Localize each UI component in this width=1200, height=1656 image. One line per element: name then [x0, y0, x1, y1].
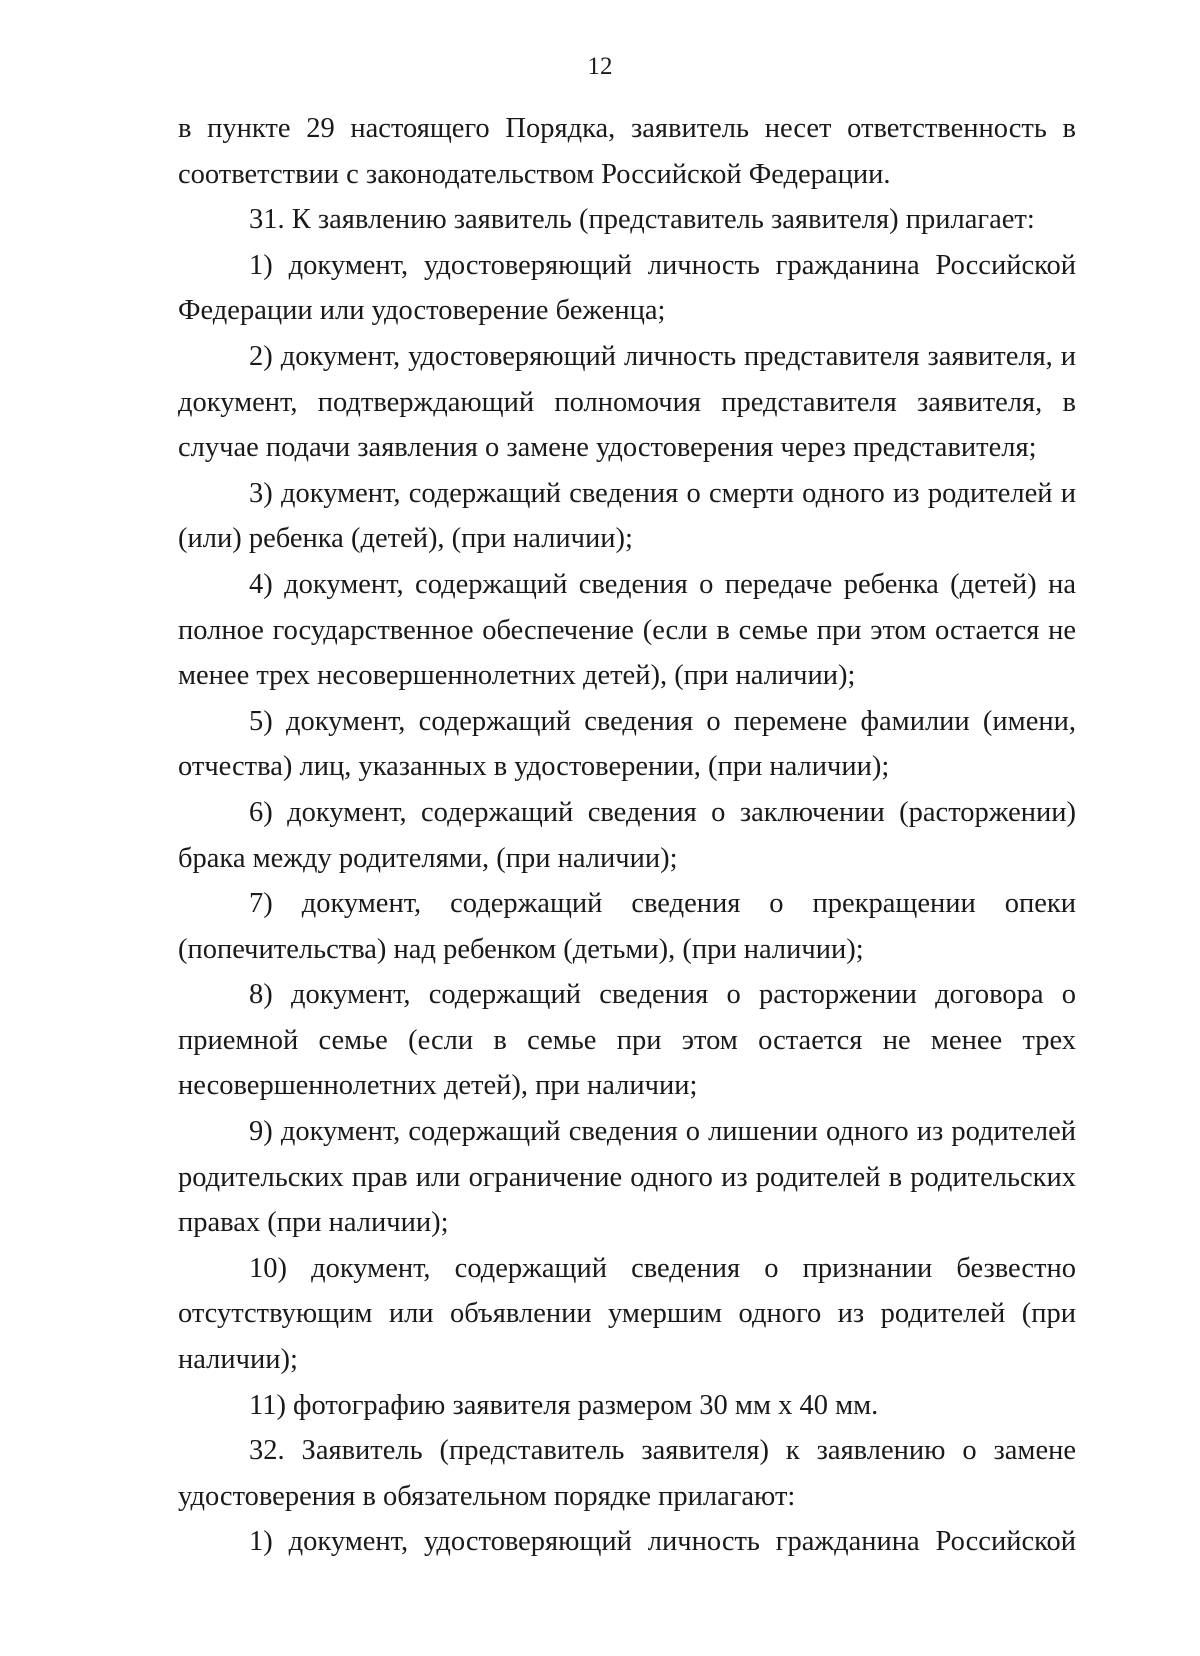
list-item-31-1: 1) документ, удостоверяющий личность гражданина Российской Федерации или удостоверение беженца; [178, 249, 1076, 327]
list-item-31-11: 11) фотографию заявителя размером 30 мм х 40 мм. [249, 1389, 879, 1421]
list-item-31-4: 4) документ, содержащий сведения о передаче ребенка (детей) на полное государственное обеспечение (если в семье при этом остается не менее трех несовершеннолетних детей), (при наличии); [178, 568, 1076, 692]
paragraph-item-32: 32. Заявитель (представитель заявителя) к заявлению о замене удостоверения в обязательном порядке прилагают: [178, 1435, 1076, 1512]
list-item-31-3: 3) документ, содержащий сведения о смерти одного из родителей и (или) ребенка (детей), (при наличии); [178, 477, 1076, 555]
list-item-31-9: 9) документ, содержащий сведения о лишении одного из родителей родительских прав или ограничение одного из родителей в родительских правах (при наличии); [178, 1116, 1076, 1239]
list-item-31-5: 5) документ, содержащий сведения о перемене фамилии (имени, отчества) лиц, указанных в удостоверении, (при наличии); [178, 705, 1076, 783]
page-number: 12 [587, 53, 613, 80]
list-item-31-7: 7) документ, содержащий сведения о прекращении опеки (попечительства) над ребенком (детьми), (при наличии); [178, 888, 1076, 965]
paragraph-continuation: в пункте 29 настоящего Порядка, заявитель несет ответственность в соответствии с законодательством Российской Федерации. [178, 113, 1076, 190]
document-body [178, 106, 1076, 1565]
paragraph-item-31: 31. К заявлению заявитель (представитель заявителя) прилагает: [249, 204, 1035, 236]
list-item-31-8: 8) документ, содержащий сведения о расторжении договора о приемной семье (если в семье при этом остается не менее трех несовершеннолетних детей), при наличии; [178, 979, 1076, 1102]
list-item-31-10: 10) документ, содержащий сведения о признании безвестно отсутствующим или объявлении умершим одного из родителей (при наличии); [178, 1252, 1076, 1376]
list-item-31-6: 6) документ, содержащий сведения о заключении (расторжении) брака между родителями, (при наличии); [178, 796, 1076, 874]
list-item-32-1: 1) документ, удостоверяющий личность гражданина Российской [249, 1526, 1076, 1558]
list-item-31-2: 2) документ, удостоверяющий личность представителя заявителя, и документ, подтверждающий полномочия представителя заявителя, в случае подачи заявления о замене удостоверения через представителя; [178, 340, 1076, 464]
